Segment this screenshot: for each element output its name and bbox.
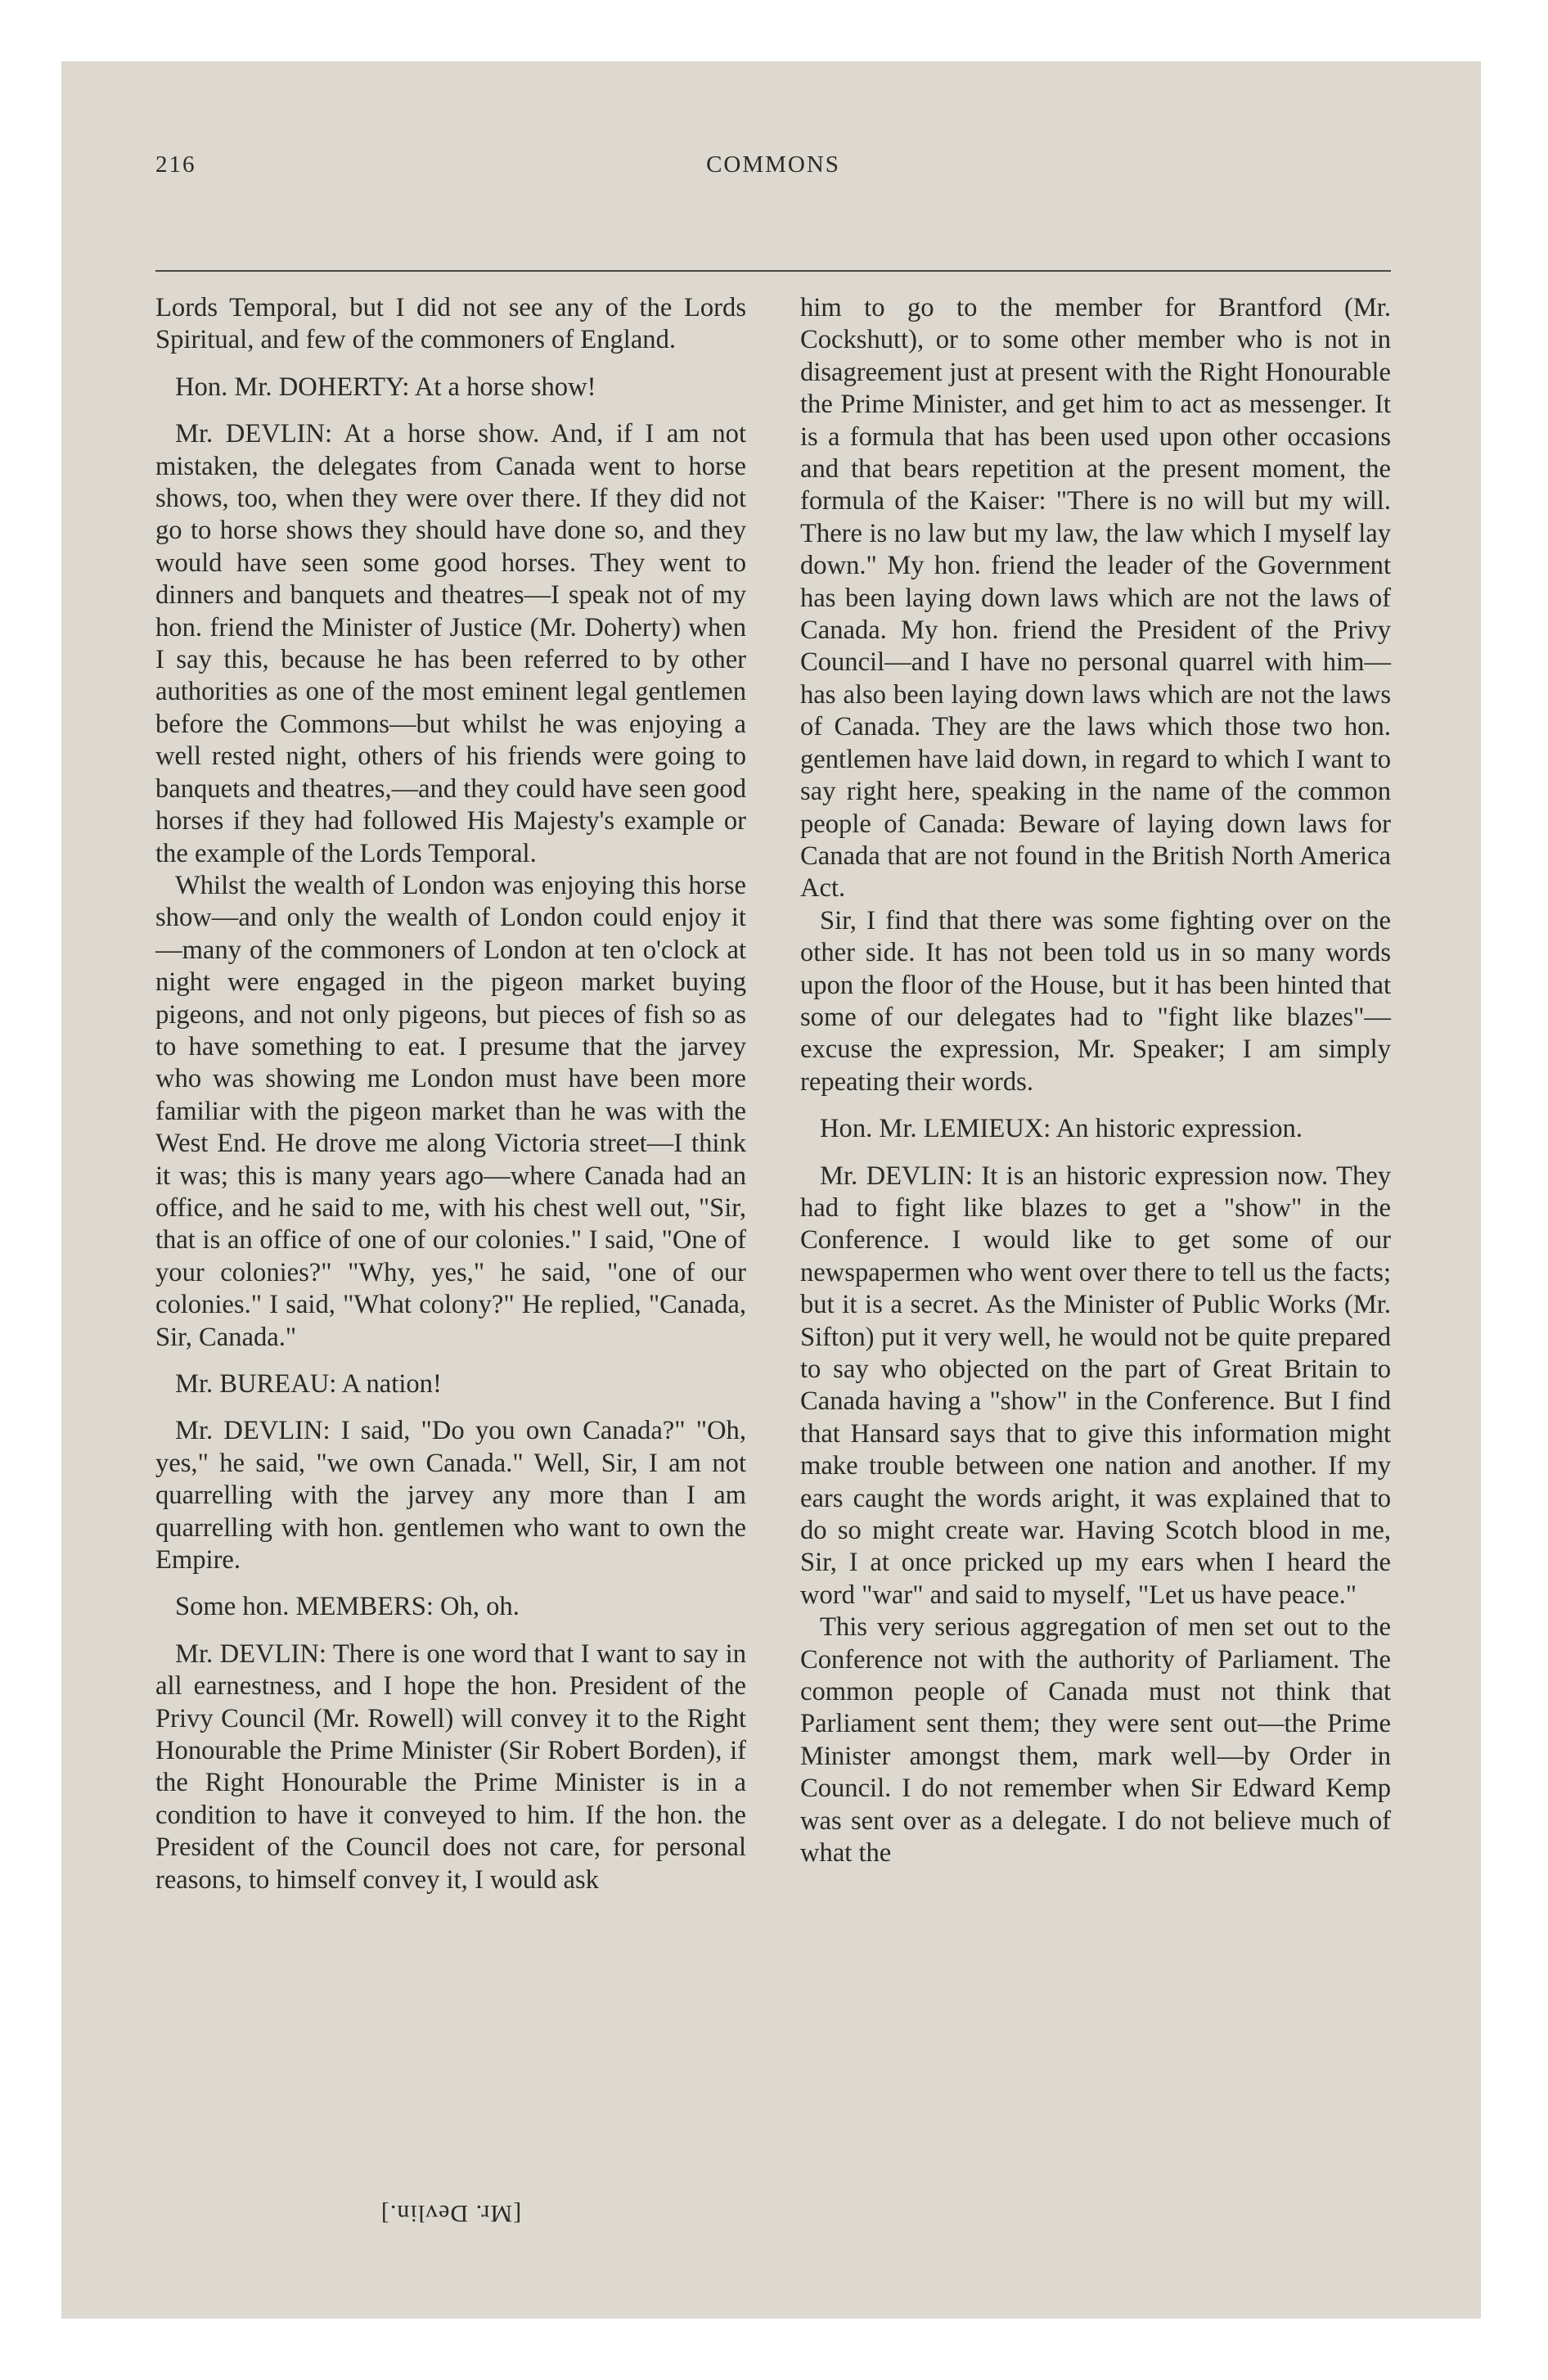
running-head: COMMONS (706, 151, 840, 178)
paragraph: Mr. DEVLIN: At a horse show. And, if I am not mistaken, the delegates from Canada went to horse shows, too, when they were over there. If they did not go to horse shows they should have done so, and they would have seen some good horses. They went to dinners and banquets and theatres—I speak not of my hon. friend the Minister of Justice (Mr. Doherty) when I say this, because he has been referred to by other authorities as one of the most eminent legal gentlemen before the Commons—but whilst he was enjoying a well rested night, others of his friends were going to banquets and theatres,—and they could have seen good horses if they had followed His Majesty's example or the example of the Lords Temporal. (155, 419, 746, 868)
paragraph: Lords Temporal, but I did not see any of the Lords Spiritual, and few of the commoners of England. (155, 293, 746, 355)
paragraph: him to go to the member for Brantford (Mr. Cockshutt), or to some other member who is not in disagreement just at present with the Right Honourable the Prime Minister, and get him to act as messenger. It is a formula that has been used upon other occasions and that bears repetition at the present moment, the formula of the Kaiser: "There is no will but my will. There is no law but my law, the law which I myself lay down." My hon. friend the leader of the Government has been laying down laws which are not the laws of Canada. My hon. friend the President of the Privy Council—and I have no personal quarrel with him—has also been laying down laws which are not the laws of Canada. They are the laws which those two hon. gentlemen have laid down, in regard to which I want to say right here, speaking in the name of the common people of Canada: Beware of laying down laws for Canada that are not found in the British North America Act. (800, 293, 1391, 904)
left-column (155, 292, 746, 1896)
paragraph: Mr. DEVLIN: It is an historic expression now. They had to fight like blazes to get a "show" in the Conference. I would like to get some of our newspapermen who went over there to tell us the facts; but it is a secret. As the Minister of Public Works (Mr. Sifton) put it very well, he would not be quite prepared to say who objected on the part of Great Britain to Canada having a "show" in the Conference. But I find that Hansard says that to give this information might make trouble between one nation and another. If my ears caught the words aright, it was explained that to do so might create war. Having Scotch blood in me, Sir, I at once pricked up my ears when I heard the word "war" and said to myself, "Let us have peace." (800, 1161, 1391, 1610)
catchword: [Mr. Devlin.] (380, 2200, 522, 2227)
paragraph: Hon. Mr. LEMIEUX: An historic expression. (820, 1114, 1303, 1144)
paragraph: Some hon. MEMBERS: Oh, oh. (175, 1592, 520, 1622)
page-header (155, 151, 1391, 199)
right-column (800, 292, 1391, 1870)
paragraph: Whilst the wealth of London was enjoying this horse show—and only the wealth of London could enjoy it—many of the commoners of London at ten o'clock at night were engaged in the pigeon market buying pigeons, and not only pigeons, but pieces of fish so as to have something to eat. I presume that the jarvey who was showing me London must have been more familiar with the pigeon market than he was with the West End. He drove me along Victoria street—I think it was; this is many years ago—where Canada had an office, and he said to me, with his chest well out, "Sir, that is an office of one of our colonies." I said, "One of your colonies?" "Why, yes," he said, "one of our colonies." I said, "What colony?" He replied, "Canada, Sir, Canada." (155, 870, 746, 1352)
paragraph: Hon. Mr. DOHERTY: At a horse show! (175, 372, 596, 402)
paragraph: Sir, I find that there was some fighting over on the other side. It has not been told us in so many words upon the floor of the House, but it has been hinted that some of our delegates had to "fight like blazes"—excuse the expression, Mr. Speaker; I am simply repeating their words. (800, 905, 1391, 1097)
paragraph: This very serious aggregation of men set out to the Conference not with the authority of Parliament. The common people of Canada must not think that Parliament sent them; they were sent out—the Prime Minister amongst them, mark well—by Order in Council. I do not remember when Sir Edward Kemp was sent over as a delegate. I do not believe much of what the (800, 1612, 1391, 1868)
header-rule (155, 270, 1391, 272)
paragraph: Mr. BUREAU: A nation! (175, 1369, 442, 1399)
scanned-page (61, 61, 1481, 2319)
page-number: 216 (155, 151, 196, 178)
paragraph: Mr. DEVLIN: I said, "Do you own Canada?" "Oh, yes," he said, "we own Canada." Well, Sir, I am not quarrelling with the jarvey any more than I am quarrelling with hon. gentlemen who want to own the Empire. (155, 1416, 746, 1575)
page-content (155, 151, 1391, 2279)
paragraph: Mr. DEVLIN: There is one word that I want to say in all earnestness, and I hope the hon. President of the Privy Council (Mr. Rowell) will convey it to the Right Honourable the Prime Minister (Sir Robert Borden), if the Right Honourable the Prime Minister is in a condition to have it conveyed to him. If the hon. the President of the Council does not care, for personal reasons, to himself convey it, I would ask (155, 1639, 746, 1895)
